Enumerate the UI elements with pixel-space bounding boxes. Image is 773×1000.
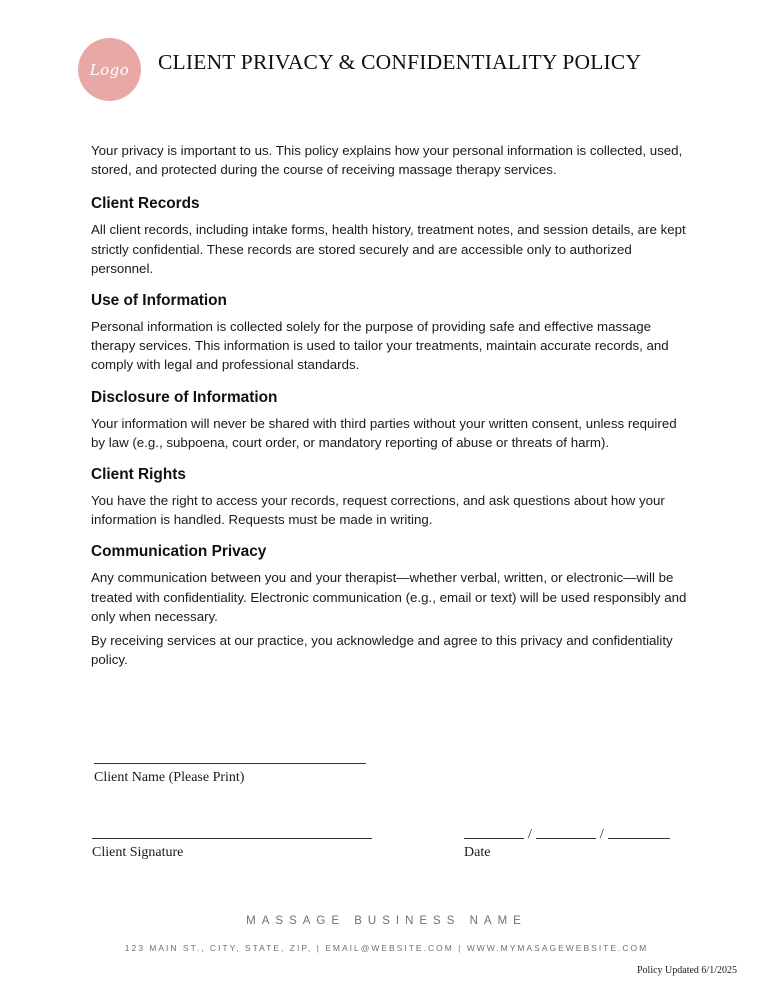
- page-title: CLIENT PRIVACY & CONFIDENTIALITY POLICY: [158, 50, 642, 74]
- section-body: You have the right to access your records, request corrections, and ask questions about how your information is handled. Requests must be made in writing.: [91, 493, 665, 528]
- client-signature-line[interactable]: [92, 838, 372, 839]
- section-heading: Client Records: [91, 195, 200, 213]
- date-block: [464, 827, 670, 861]
- logo-text: Logo: [89, 60, 130, 79]
- date-day-line[interactable]: [536, 838, 596, 839]
- client-name-block: [94, 763, 366, 786]
- section-client-rights: [91, 465, 691, 529]
- section-heading: Disclosure of Information: [91, 388, 278, 406]
- date-separator: /: [528, 827, 532, 842]
- section-body: Your information will never be shared with third parties without your written consent, unless required by law (e.g., subpoena, court order, or mandatory reporting of abuse or threats of harm).: [91, 415, 677, 450]
- date-line: [464, 827, 670, 842]
- client-signature-label: Client Signature: [92, 845, 184, 860]
- section-body: Any communication between you and your therapist—whether verbal, written, or electronic—will be treated with confidentiality. Electronic communication (e.g., email or text) will be used responsibly and only when necessary.: [91, 570, 687, 624]
- logo: [78, 38, 141, 101]
- business-name: MASSAGE BUSINESS NAME: [246, 915, 527, 927]
- date-month-line[interactable]: [464, 838, 524, 839]
- footer-contact: 123 MAIN ST., CITY, STATE, ZIP, | EMAIL@WEBSITE.COM | WWW.MYMASAGEWEBSITE.COM: [124, 943, 649, 953]
- section-body: All client records, including intake forms, health history, treatment notes, and session details, are kept strictly confidential. These records are stored securely and are accessible only to authorized personnel.: [91, 222, 686, 276]
- section-disclosure: [91, 388, 691, 452]
- section-communication-privacy: [91, 542, 691, 626]
- section-heading: Client Rights: [91, 466, 186, 484]
- policy-body: [91, 141, 691, 669]
- section-body: Personal information is collected solely for the purpose of providing safe and effective massage therapy services. This information is used to tailor your treatments, maintain accurate records, and comply with legal and professional standards.: [91, 319, 669, 373]
- closing-paragraph: By receiving services at our practice, you acknowledge and agree to this privacy and confidentiality policy.: [91, 633, 673, 668]
- intro-paragraph: Your privacy is important to us. This policy explains how your personal information is collected, used, stored, and protected during the course of receiving massage therapy services.: [91, 143, 683, 178]
- date-separator: /: [599, 827, 604, 842]
- date-label: Date: [464, 845, 491, 860]
- section-heading: Communication Privacy: [91, 543, 267, 561]
- policy-updated: Policy Updated 6/1/2025: [637, 965, 737, 976]
- section-heading: Use of Information: [91, 292, 227, 310]
- date-year-line[interactable]: [608, 838, 670, 839]
- section-client-records: [91, 194, 691, 278]
- section-use-of-information: [91, 291, 691, 375]
- client-name-line[interactable]: [94, 763, 366, 764]
- client-signature-block: [92, 838, 372, 861]
- client-name-label: Client Name (Please Print): [94, 770, 245, 785]
